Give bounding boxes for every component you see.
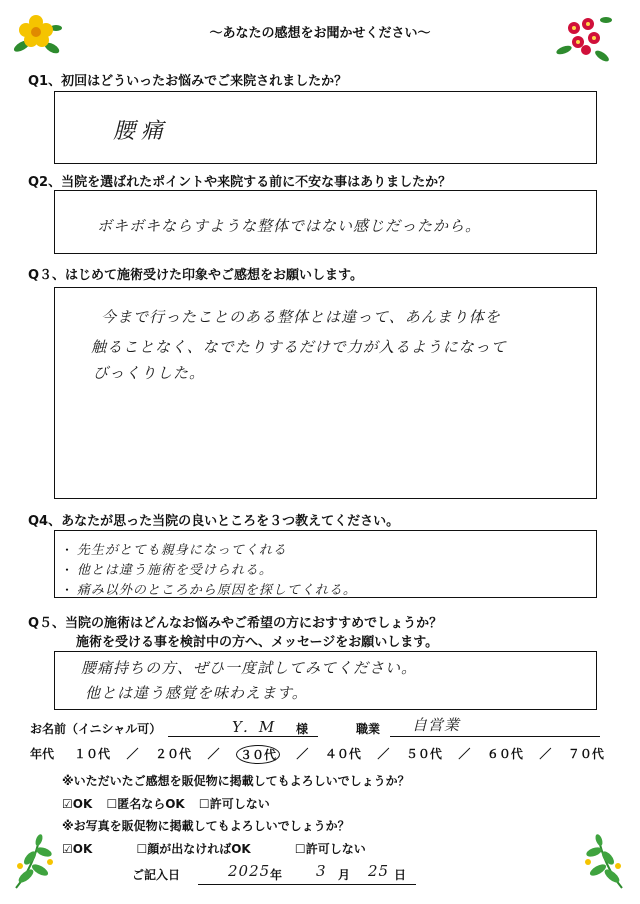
date-label: ご記入日 (132, 868, 181, 882)
job-value: 自営業 (412, 716, 461, 734)
q1-answer-box (54, 91, 597, 164)
age-separator: ／ (207, 747, 220, 761)
age-option[interactable]: ２０代 (154, 747, 191, 761)
q1-answer: 腰痛 (113, 119, 170, 144)
age-option[interactable]: ４０代 (324, 747, 361, 761)
consent-photo-question: ※お写真を販促物に掲載してもよろしいでしょうか？ (62, 819, 350, 833)
age-option[interactable]: １０代 (74, 747, 111, 761)
date-year-unit: 年 (270, 868, 283, 882)
q4-answer-box (54, 530, 597, 598)
q4-item: ・ 先生がとても親身になってくれる (61, 543, 287, 558)
name-value: Y．M (232, 718, 276, 736)
age-options (74, 745, 604, 764)
q3-answer-line: びっくりした。 (93, 364, 206, 382)
leaf-sprig-icon (572, 830, 632, 892)
date-field (198, 862, 416, 885)
age-separator: ／ (126, 747, 139, 761)
q5-answer-line: 他とは違う感覚を味わえます。 (85, 684, 308, 702)
q5-answer-box (54, 651, 597, 710)
q3-answer-line: 触ることなく、なでたりするだけで力が入るようになって (91, 338, 507, 356)
honorific-label: 様 (296, 722, 309, 736)
age-separator: ／ (296, 747, 309, 761)
consent-text-anon-checkbox[interactable]: ☐ (106, 797, 118, 811)
consent-photo-face-checkbox[interactable]: ☐ (136, 842, 148, 856)
date-day: 25 (368, 862, 390, 880)
consent-photo-options: ☑OK ☐顔が出なければOK ☐許可しない (62, 842, 366, 856)
date-month-unit: 月 (338, 868, 351, 882)
date-month: 3 (316, 862, 327, 880)
q4-question: Q4、あなたが思った当院の良いところを３つ教えてください。 (28, 514, 400, 529)
consent-text-question: ※いただいたご感想を販促物に掲載してもよろしいでしょうか？ (62, 774, 410, 788)
q2-answer-box (54, 190, 597, 254)
job-field (390, 716, 600, 737)
q5-question-sub: 施術を受ける事を検討中の方へ、メッセージをお願いします。 (76, 635, 439, 650)
job-label: 職業 (356, 722, 381, 736)
q3-question: Q３、はじめて施術受けた印象やご感想をお願いします。 (28, 268, 364, 283)
consent-text-ok-checkbox[interactable]: ☑ (62, 797, 73, 811)
age-label: 年代 (30, 747, 55, 761)
age-separator: ／ (539, 747, 552, 761)
q2-answer: ボキボキならすような整体ではない感じだったから。 (97, 217, 482, 235)
q2-question: Q2、当院を選ばれたポイントや来院する前に不安な事はありましたか？ (28, 175, 452, 190)
consent-text-options: ☑OK ☐匿名ならOK ☐許可しない (62, 797, 270, 811)
consent-photo-ok-checkbox[interactable]: ☑ (62, 842, 73, 856)
age-option[interactable]: ６０代 (486, 747, 523, 761)
q3-answer-box (54, 287, 597, 499)
leaf-sprig-icon (6, 830, 66, 892)
q4-item: ・ 痛み以外のところから原因を探してくれる。 (61, 583, 357, 598)
q5-answer-line: 腰痛持ちの方、ぜひ一度試してみてください。 (81, 659, 418, 677)
q4-item: ・ 他とは違う施術を受けられる。 (61, 563, 273, 578)
consent-text-deny-checkbox[interactable]: ☐ (198, 797, 210, 811)
page-title: 〜あなたの感想をお聞かせください〜 (209, 26, 431, 41)
date-year: 2025 (228, 862, 271, 880)
name-label: お名前（イニシャル可） (30, 722, 162, 736)
age-separator: ／ (458, 747, 471, 761)
age-option-selected[interactable]: ３０代 (236, 745, 280, 764)
q1-question: Q1、初回はどういったお悩みでご来院されましたか？ (28, 74, 348, 89)
age-separator: ／ (377, 747, 390, 761)
q3-answer-line: 今まで行ったことのある整体とは違って、あんまり体を (101, 308, 501, 326)
consent-photo-deny-checkbox[interactable]: ☐ (294, 842, 306, 856)
age-option[interactable]: ５０代 (405, 747, 442, 761)
age-option[interactable]: ７０代 (567, 747, 604, 761)
q5-question: Q５、当院の施術はどんなお悩みやご希望の方におすすめでしょうか？ (28, 616, 443, 631)
date-day-unit: 日 (394, 868, 407, 882)
